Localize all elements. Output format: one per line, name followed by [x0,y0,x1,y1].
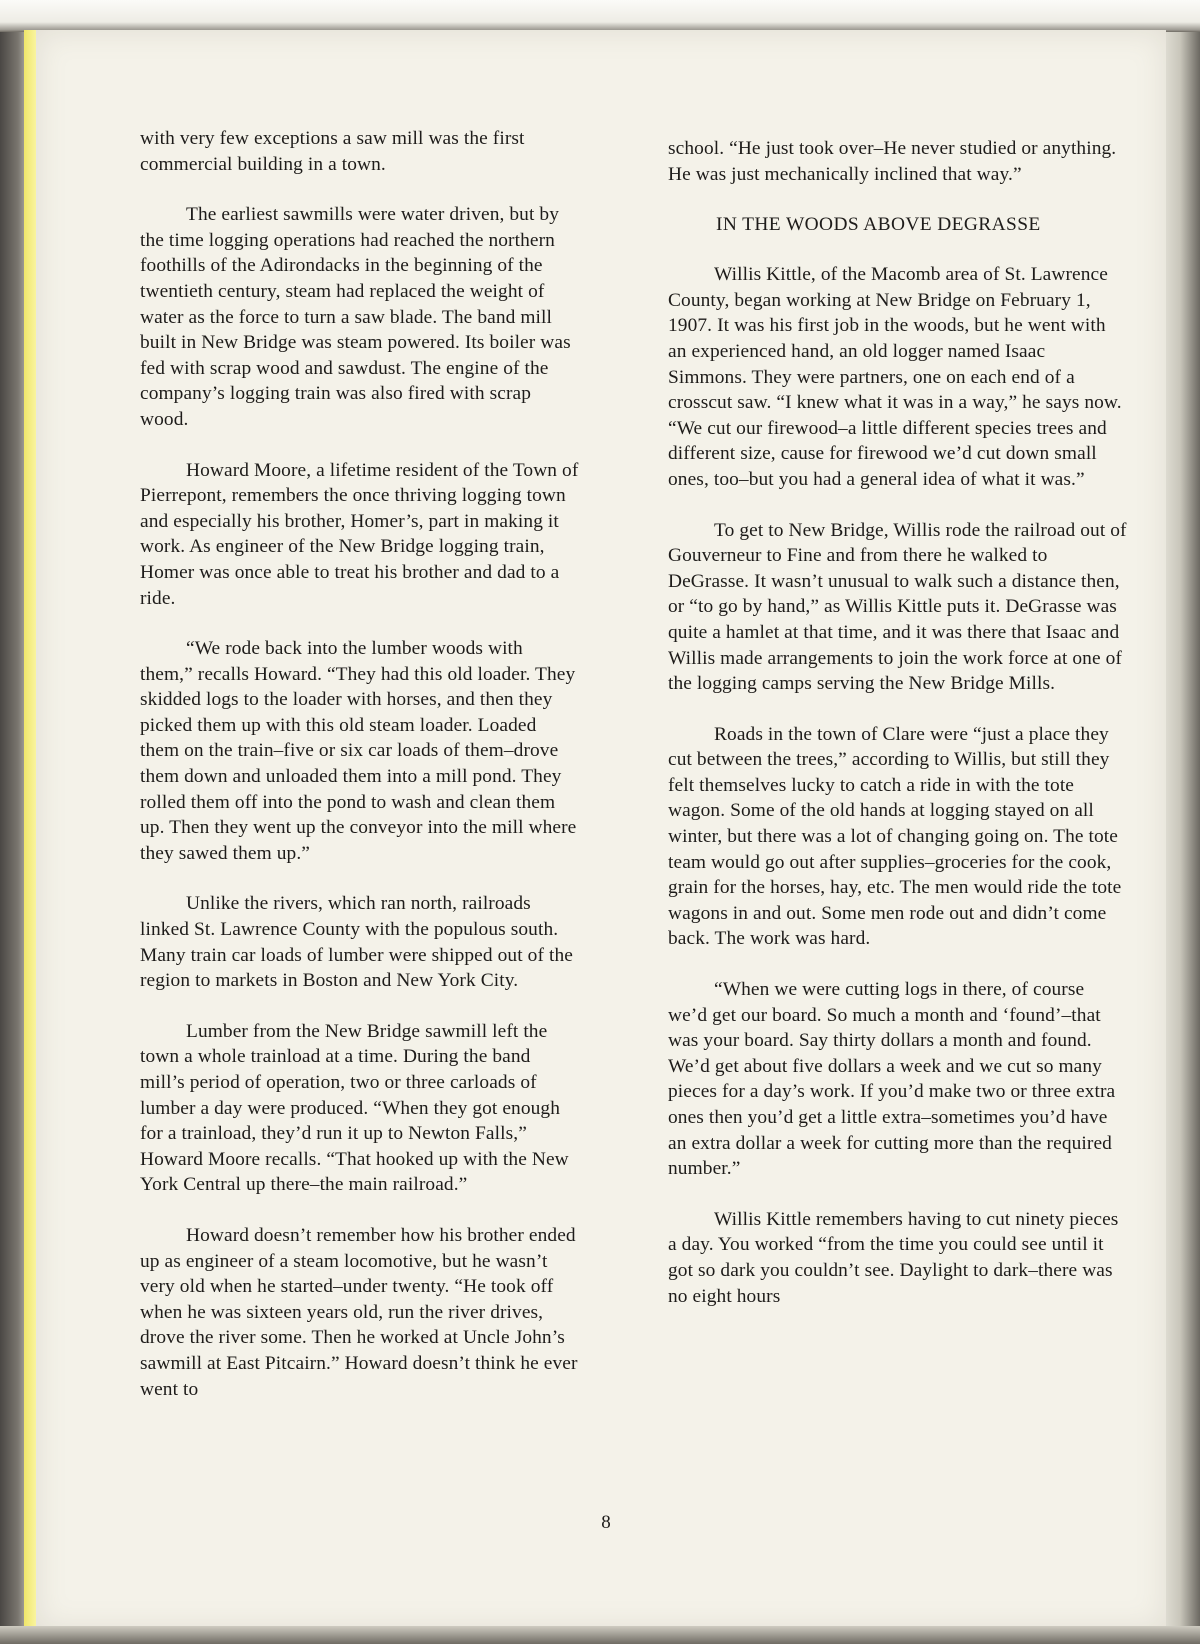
left-paragraph-1: with very few exceptions a saw mill was the first commercial building in a town. [140,128,525,175]
section-heading: IN THE WOODS ABOVE DEGRASSE [716,214,1041,236]
right-column [668,136,1128,1334]
right-paragraph-5: Willis Kittle remembers having to cut ninety pieces a day. You worked “from the time you could see until it got so dark you couldn’t see. Daylight to dark–there was no eight hours [668,1208,1119,1307]
left-paragraph-2: The earliest sawmills were water driven, but by the time logging operations had reached the northern foothills of the Adirondacks in the beginning of the twentieth century, steam had replaced the weight of water as the force to turn a saw blade. The band mill built in New Bridge was steam powered. Its boiler was fed with scrap wood and sawdust. The engine of the company’s logging train was also fired with scrap wood. [140,204,571,430]
page-bottom-edge [0,1626,1200,1644]
right-paragraph-1: Willis Kittle, of the Macomb area of St. Lawrence County, began working at New Bridge on February 1, 1907. It was his first job in the woods, but he went with an experienced hand, an old logger named Isaac Simmons. They were partners, one on each end of a crosscut saw. “I knew what it was in a way,” he says now. “We cut our firewood–a little different species trees and different size, cause for firewood we’d cut down small ones, too–but you had a general idea of what it was.” [668,264,1122,490]
left-paragraph-7: Howard doesn’t remember how his brother ended up as engineer of a steam locomotive, but he wasn’t very old when he started–under twenty. “He took off when he was sixteen years old, run the river drives, drove the river some. Then he worked at Uncle John’s sawmill at East Pitcairn.” Howard doesn’t think he ever went to [140,1224,578,1400]
right-paragraph-2: To get to New Bridge, Willis rode the railroad out of Gouverneur to Fine and from there he walked to DeGrasse. It wasn’t unusual to walk such a distance then, or “to go by hand,” as Willis Kittle puts it. DeGrasse was quite a hamlet at that time, and it was there that Isaac and Willis made arrangements to join the work force at one of the logging camps serving the New Bridge Mills. [668,519,1127,695]
right-paragraph-3: Roads in the town of Clare were “just a place they cut between the trees,” according to Willis, but still they felt themselves lucky to catch a ride in with the tote wagon. Some of the old hands at logging stayed on all winter, but there was a lot of changing going on. The tote team would go out after supplies–groceries for the cook, grain for the horses, hay, etc. The men would ride the tote wagons in and out. Some men rode out and didn’t come back. The work was hard. [668,723,1122,950]
page-number: 8 [601,1512,611,1533]
left-paragraph-3: Howard Moore, a lifetime resident of the Town of Pierrepont, remembers the once thriving logging town and especially his brother, Homer’s, part in making it work. As engineer of the New Bridge logging train, Homer was once able to treat his brother and dad to a ride. [140,459,579,609]
left-paragraph-5: Unlike the rivers, which ran north, railroads linked St. Lawrence County with the populous south. Many train car loads of lumber were shipped out of the region to markets in Boston and New York City. [140,893,573,992]
right-intro-paragraph: school. “He just took over–He never studied or anything. He was just mechanically inclined that way.” [668,138,1117,185]
left-paragraph-4: “We rode back into the lumber woods with them,” recalls Howard. “They had this old loader. They skidded logs to the loader with horses, and then they picked them up with this old steam loader. Loaded them on the train–five or six car loads of them–drove them down and unloaded them into a mill pond. They rolled them off into the pond to wash and clean them up. Then they went up the conveyor into the mill where they sawed them up.” [140,638,577,864]
page-top-edge [0,0,1200,32]
left-column [140,126,580,1427]
right-paragraph-4: “When we were cutting logs in there, of course we’d get our board. So much a month and ‘found’–that was your board. Say thirty dollars a month and found. We’d get about five dollars a week and we cut so many pieces for a day’s work. If you’d make two or three extra ones then you’d get a little extra–sometimes you’d have an extra dollar a week for cutting more than the required number.” [668,979,1116,1180]
left-paragraph-6: Lumber from the New Bridge sawmill left the town a whole trainload at a time. During the band mill’s period of operation, two or three carloads of lumber a day were produced. “When they got enough for a trainload, they’d run it up to Newton Falls,” Howard Moore recalls. “That hooked up with the New York Central up there–the main railroad.” [140,1020,569,1196]
